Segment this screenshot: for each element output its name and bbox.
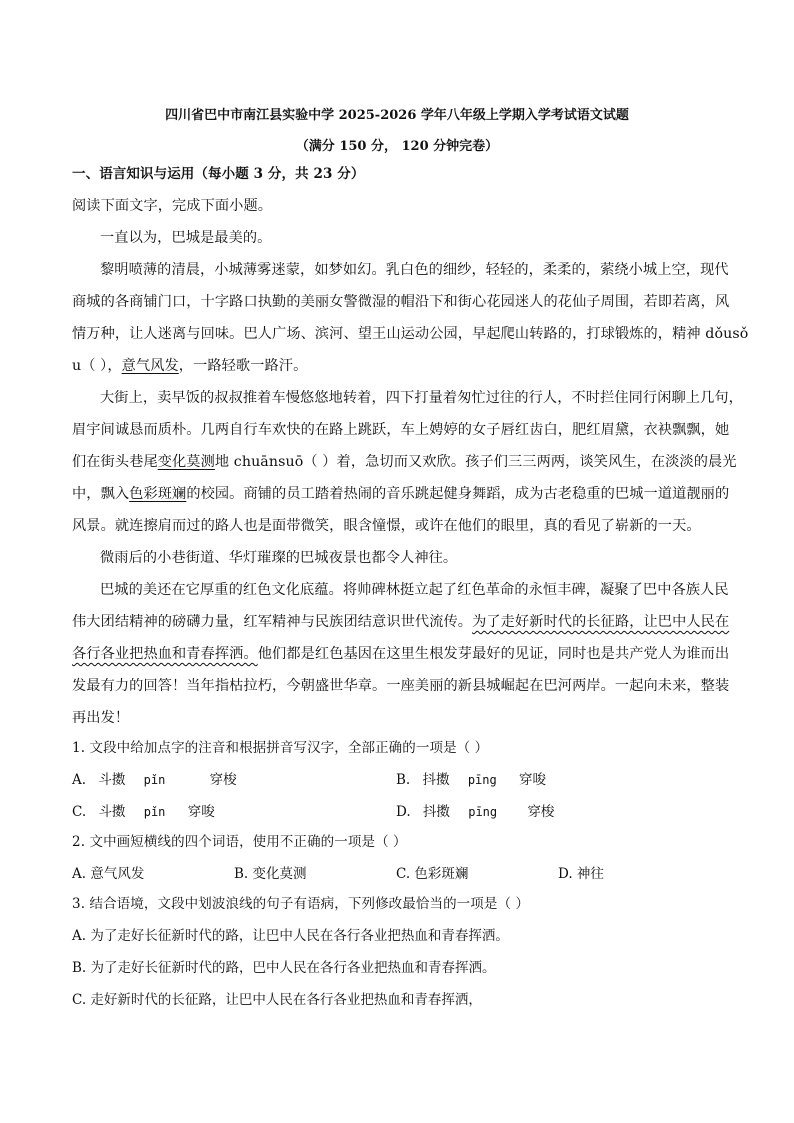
question-2-stem: 2. 文中画短横线的四个词语，使用不正确的一项是（ ）	[72, 834, 407, 850]
passage-p5-line-4: 发最有力的回答！当年指枯拉朽，今朝盛世华章。一座美丽的新县城崛起在巴河两岸。一起向未来，整装	[72, 678, 730, 694]
passage-p5-line-1: 巴城的美还在它厚重的红色文化底蕴。将帅碑林挺立起了红色革命的永恒丰碑，凝聚了巴中各族人民	[100, 582, 729, 598]
question-3-option-c[interactable]: C. 走好新时代的长征路，让巴中人民在各行各业把热血和青春挥洒，	[72, 992, 482, 1008]
passage-paragraph-4: 微雨后的小巷街道、华灯璀璨的巴城夜景也都令人神往。	[100, 550, 458, 566]
wavy-underlined-sentence: 各行各业把热血和青春挥洒。	[72, 646, 258, 662]
question-2-option-d[interactable]: D. 神往	[558, 866, 604, 882]
text-segment: ，一路轻歌一路汗。	[178, 358, 308, 374]
underlined-word: 变化莫测	[157, 454, 215, 470]
passage-p3-line-4	[72, 484, 730, 504]
passage-p3-line-3	[72, 452, 737, 472]
question-1-option-d[interactable]	[396, 802, 554, 822]
question-3-option-a[interactable]: A. 为了走好长征新时代的路，让巴中人民在各行各业把热血和青春挥洒。	[72, 928, 509, 944]
text-segment: 们在街头巷尾	[72, 454, 158, 470]
text-segment: 他们都是红色基因在这里生根发芽最好的见证，同时也是共产党人为谁而出	[257, 646, 730, 662]
option-answer: 穿唆	[187, 804, 215, 820]
option-pinyin: pǐn	[143, 773, 166, 787]
passage-p2-line-1: 黎明喷薄的清晨，小城薄雾迷蒙，如梦如幻。乳白色的细纱，轻轻的，柔柔的，萦绕小城上空，现代	[100, 262, 729, 278]
question-2-option-a[interactable]: A. 意气风发	[72, 866, 145, 882]
passage-p5-line-2	[72, 612, 730, 632]
underlined-word: 色彩斑斓	[129, 486, 187, 502]
page-subtitle: （满分 150 分， 120 分钟完卷）	[295, 139, 499, 154]
text-segment: 中，飘入	[72, 486, 130, 502]
question-2-option-b[interactable]: B. 变化莫测	[234, 866, 307, 882]
option-word: 斗擞	[98, 804, 126, 820]
option-word: 抖擞	[422, 804, 450, 820]
option-letter: D.	[396, 804, 411, 820]
option-word: 抖擞	[422, 772, 450, 788]
passage-p5-line-3	[72, 644, 730, 664]
passage-p3-line-1: 大街上，卖早饭的叔叔推着车慢悠悠地转着，四下打量着匆忙过往的行人，不时拦住同行闲聊上几句，	[100, 390, 743, 406]
wavy-underlined-sentence: 为了走好新时代的长征路，让巴中人民在	[472, 614, 730, 630]
option-pinyin: pǐn	[143, 805, 166, 819]
passage-p3-line-2: 眉宇间诚恳而质朴。几两自行车欢快的在路上跳跃，车上娉婷的女子唇红齿白，肥红眉黛，衣袂飘飘，她	[72, 422, 730, 438]
passage-paragraph-1: 一直以为，巴城是最美的。	[100, 230, 272, 246]
option-letter: B.	[396, 772, 411, 788]
text-segment: 伟大团结精神的磅礴力量，红军精神与民族团结意识世代流传。	[72, 614, 473, 630]
passage-p2-line-2: 商城的各商铺门口，十字路口执勤的美丽女警微湿的帽沿下和街心花园迷人的花仙子周围，若即若离，风	[72, 294, 730, 310]
question-1-option-a[interactable]	[72, 770, 237, 790]
option-letter: A.	[72, 772, 87, 788]
question-1-option-c[interactable]	[72, 802, 215, 822]
text-segment: 的校园。商铺的员工踏着热闹的音乐跳起健身舞蹈，成为古老稳重的巴城一道道靓丽的	[186, 486, 730, 502]
question-2-option-c[interactable]: C. 色彩斑斓	[396, 866, 469, 882]
option-answer: 穿梭	[209, 772, 237, 788]
passage-p2-line-4	[72, 356, 722, 376]
section-instruction: 阅读下面文字，完成下面小题。	[72, 198, 273, 214]
option-word: 斗擞	[98, 772, 126, 788]
option-letter: C.	[72, 804, 87, 820]
passage-p3-line-5: 风景。就连擦肩而过的路人也是面带微笑，眼含憧憬，或许在他们的眼里，真的看见了崭新的一天。	[72, 518, 701, 534]
passage-p5-line-5: 再出发！	[72, 710, 130, 726]
text-segment: u（ ），	[72, 358, 122, 374]
underlined-word: 意气风发	[121, 358, 179, 374]
option-answer: 穿梭	[527, 804, 555, 820]
passage-p2-line-3: 情万种，让人迷离与回味。巴人广场、滨河、望王山运动公园，早起爬山转路的，打球锻炼的，精神 dǒusǒ	[72, 326, 749, 342]
section-heading: 一、语言知识与运用（每小题 3 分，共 23 分）	[72, 166, 365, 182]
option-pinyin: pīng	[467, 773, 497, 787]
text-segment: 地 chuānsuō（ ）着，急切而又欢欣。孩子们三三两两，谈笑风生，在淡淡的晨光	[214, 454, 737, 470]
page-title: 四川省巴中市南江县实验中学 2025-2026 学年八年级上学期入学考试语文试题	[165, 108, 629, 123]
question-1-option-b[interactable]	[396, 770, 546, 790]
option-answer: 穿唆	[519, 772, 547, 788]
question-3-option-b[interactable]: B. 为了走好长征新时代的路，巴中人民在各行各业把热血和青春挥洒。	[72, 960, 496, 976]
question-1-stem: 1. 文段中给加点字的注音和根据拼音写汉字，全部正确的一项是（ ）	[72, 740, 489, 756]
option-pinyin: pīng	[468, 805, 498, 819]
question-3-stem: 3. 结合语境，文段中划波浪线的句子有语病，下列修改最恰当的一项是（ ）	[72, 896, 530, 912]
